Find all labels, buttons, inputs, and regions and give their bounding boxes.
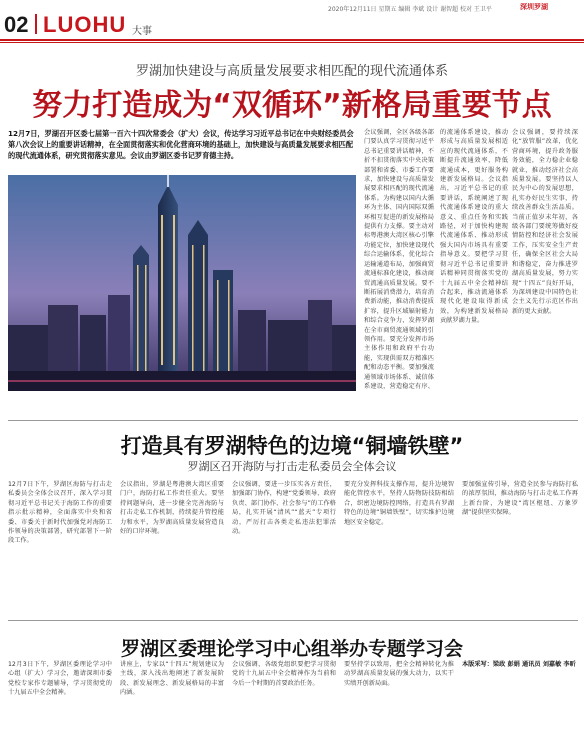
article-divider-2 (8, 620, 578, 621)
header-rule (0, 39, 584, 41)
article3-byline: 本版采写：梁政 彭娟 通讯员 刘嘉敏 李昕 (462, 661, 576, 668)
section-divider-bar (35, 14, 37, 34)
article1-subtitle: 罗湖加快建设与高质量发展要求相匹配的现代流通体系 (135, 64, 448, 79)
article2-column-4: 要充分发挥科技支撑作用，提升边境智能化管控水平，坚持人防物防技防相结合，织密边境防控网络，打造具有罗湖特色的边境“铜墙铁壁”，切实维护边境地区安全稳定。 (344, 481, 454, 526)
masthead (0, 0, 584, 42)
article2-column-2: 会议指出，罗湖是粤港澳大湾区重要门户，海防打私工作责任重大。要坚持问题导向，进一步健全完善海防与打击走私工作机制，持续提升管控能力和水平，为罗湖高质量发展营造良好的口岸环境。 (120, 481, 224, 536)
article-divider-1 (8, 420, 578, 421)
header-rule-thin (0, 42, 584, 43)
article3-column-1: 12月3日下午，罗湖区委理论学习中心组（扩大）学习会，邀请深圳市委党校专家作专题辅导，学习贯彻党的十九届五中全会精神。 (8, 661, 112, 697)
page-number: 02 (4, 12, 29, 37)
article1-column-3: 的流通体系建设，推动形成与高质量发展相适应的现代流通体系，不断提升流通效率，降低流通成本，更好服务构建新发展格局。会议指出，习近平总书记的重要讲话，系统阐述了现代流通体系建设的重大意义、重点任务和实践路径，对于加快构建现代流通体系、推动形成强大国内市场具有重要指导意义。要把学习贯彻习近平总书记重要讲话精神同贯彻落实党的十九届五中全会精神结合起来，推动流通体系现代化建设取得新成效，为构建新发展格局贡献罗湖力量。 (440, 129, 508, 325)
article2-column-5: 要加强宣传引导，营造全民参与海防打私的浓厚氛围，推动海防与打击走私工作再上新台阶，为建设“湾区枢纽、万象罗湖”提供坚实保障。 (462, 481, 578, 517)
article1-column-1: 会议强调，全区各级各部门要认真学习贯彻习近平总书记重要讲话精神，不折不扣贯彻落实中央决策部署和省委、市委工作要求，加快建设与高质量发展要求相匹配的现代流通体系。为构建以国内大循环为主体、国内国际双循环相互促进的新发展格局提供有力支撑。要主动对标粤港澳大湾区核心引擎功能定位，加快建设现代综合运输体系，优化综合运输通道布局，加强商贸流通标准化建设，推动商贸流通高质量发展。要不断拓展消费潜力，培育消费新动能，推动消费提质扩容，提升区域辐射能力和综合竞争力，发挥罗湖在全市商贸流通领域的引领作用。要充分发挥市场主体作用和政府平台功能，实现供需双方精准匹配和动态平衡。要加强流通领域市场体系、诚信体系建设，营造稳定有序、 (364, 129, 434, 390)
article2-subtitle: 罗湖区召开海防与打击走私委员会全体会议 (187, 460, 397, 473)
skyline-photo (8, 175, 356, 391)
article3-column-3: 会议强调，各级党组织要把学习贯彻党的十九届五中全会精神作为当前和今后一个时期的首要政治任务。 (232, 661, 336, 687)
article2-column-3: 会议强调，要进一步压实各方责任，加强部门协作，构建“党委领导、政府负责、部门协作、社会参与”的工作格局，扎实开展“清风”“蓝天”专项行动，严厉打击各类走私违法犯罪活动。 (232, 481, 336, 536)
section-name-en: LUOHU (43, 12, 127, 37)
article3-column-2: 讲座上，专家以“十四五”规划建议为主线，深入浅出地阐述了新发展阶段、新发展理念、新发展格局的丰富内涵。 (120, 661, 224, 697)
article1-lead: 12月7日，罗湖召开区委七届第一百六十四次常委会（扩大）会议，传达学习习近平总书记在中央财经委员会第八次会议上的重要讲话精神，在全面贯彻落实和优化营商环境的基础上，加快建设与高质量发展要求相匹配的现代流通体系，研究贯彻落实意见。会议由罗湖区委书记罗育德主持。 (8, 129, 354, 160)
article1-headline: 努力打造成为“双循环”新格局重要节点 (32, 88, 552, 123)
article3-headline: 罗湖区委理论学习中心组举办专题学习会 (120, 638, 463, 660)
article2-column-1: 12月7日下午，罗湖区海防与打击走私委员会全体会议召开，深入学习贯彻习近平总书记关于海防工作的重要指示批示精神，全面落实中央和省委、市委关于新时代加强党对海防工作领导的决策部署，研究部署下一阶段工作。 (8, 481, 112, 545)
section-name-cn: 大事 (132, 26, 152, 37)
article3-column-4: 要坚持学以致用，把全会精神转化为推动罗湖高质量发展的强大动力，以实干实绩开创新局面。 (344, 661, 454, 687)
article2-headline: 打造具有罗湖特色的边境“铜墙铁壁” (120, 434, 464, 458)
newspaper-logo: 深圳罗湖 (520, 3, 548, 11)
article1-column-4: 会议强调，要持续深化“放管服”改革，优化营商环境，提升政务服务效能，全力稳企业稳就业，推动经济社会高质量发展。要坚持以人民为中心的发展思想，扎实办好民生实事，持续改善群众生活品质。当前正值岁末年初，各级各部门要统筹做好疫情防控和经济社会发展工作，压实安全生产责任，确保全区社会大局和谐稳定，奋力推进罗湖高质量发展，努力实现“十四五”良好开局，为深圳建设中国特色社会主义先行示范区作出新的更大贡献。 (512, 129, 578, 315)
issue-meta: 2020年12月11日 星期五 编辑 李斌 设计 谢智超 校对 王卫平 (328, 6, 492, 13)
